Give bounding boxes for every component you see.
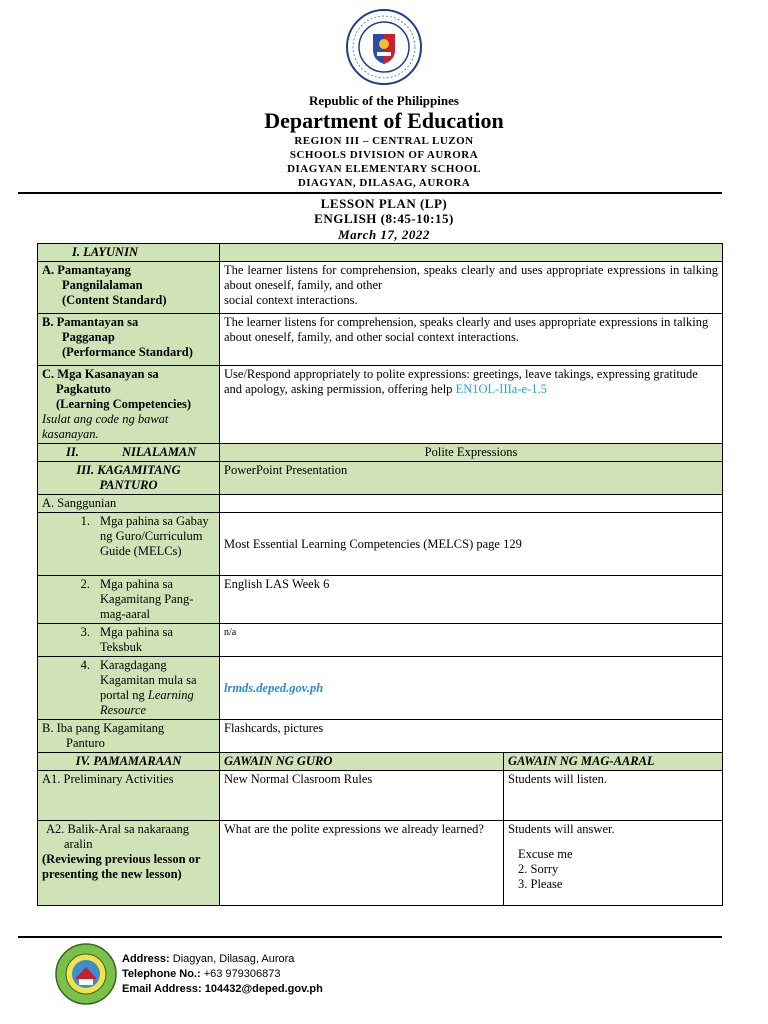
table-row	[38, 462, 723, 495]
content-standard-label: A. Pamantayang Pangnilalaman (Content Standard)	[38, 262, 220, 314]
reference-2-value: English LAS Week 6	[220, 576, 723, 624]
lesson-date: March 17, 2022	[338, 227, 430, 242]
lrmds-link[interactable]: lrmds.deped.gov.ph	[224, 680, 324, 695]
table-row	[38, 624, 723, 657]
list-item: Excuse me	[518, 847, 573, 861]
a2-label: A2. Balik-Aral sa nakaraang aralin (Reviewing previous lesson or presenting the new lesson)	[38, 821, 220, 906]
reference-3-value: n/a	[220, 624, 723, 657]
footer-divider	[18, 936, 722, 938]
lesson-plan-title: LESSON PLAN (LP)	[320, 196, 448, 211]
layunin-header-value	[220, 244, 723, 262]
table-row	[38, 576, 723, 624]
reference-1-label: 1. Mga pahina sa Gabay ng Guro/Curriculum Guide (MELCs)	[38, 513, 220, 576]
lesson-subject: ENGLISH (8:45-10:15)	[314, 211, 454, 226]
a2-guro: What are the polite expressions we already learned?	[220, 821, 504, 906]
col-gawain-guro: GAWAIN NG GURO	[220, 753, 504, 771]
nilalaman-label: II. NILALAMAN	[38, 444, 220, 462]
table-row	[38, 314, 723, 366]
list-item: 3. Please	[518, 877, 563, 891]
reference-4-value	[220, 657, 723, 720]
content-standard-value: The learner listens for comprehension, speaks clearly and uses appropriate expressions in talking about oneself, family, and other social context interactions.	[220, 262, 723, 314]
table-row	[38, 495, 723, 513]
school-text: DIAGYAN ELEMENTARY SCHOOL	[287, 163, 481, 175]
table-row	[38, 753, 723, 771]
a1-magaaral: Students will listen.	[504, 771, 723, 821]
reference-3-label: 3. Mga pahina sa Teksbuk	[38, 624, 220, 657]
iba-pang-kagamitan-label: B. Iba pang Kagamitang Panturo	[38, 720, 220, 753]
table-row	[38, 657, 723, 720]
competency-code: EN1OL-IIIa-e-1.5	[455, 382, 547, 396]
performance-standard-value: The learner listens for comprehension, speaks clearly and uses appropriate expressions in talking about oneself, family, and other social context interactions.	[220, 314, 723, 366]
table-row	[38, 513, 723, 576]
department-title: Department of Education	[264, 108, 504, 133]
table-row	[38, 720, 723, 753]
table-row	[38, 821, 723, 906]
col-gawain-magaaral: GAWAIN NG MAG-AARAL	[504, 753, 723, 771]
table-row	[38, 244, 723, 262]
table-row	[38, 262, 723, 314]
layunin-header: I. LAYUNIN	[38, 244, 220, 262]
kagamitan-value: PowerPoint Presentation	[220, 462, 723, 495]
reference-4-label: 4. Karagdagang Kagamitan mula sa portal ng Learning Resource	[38, 657, 220, 720]
a1-label: A1. Preliminary Activities	[38, 771, 220, 821]
learning-competencies-value: Use/Respond appropriately to polite expressions: greetings, leave takings, expressing gratitude and apology, asking permission, offering help EN1OL-IIIa-e-1.5	[220, 366, 723, 444]
footer-phone: Telephone No.: +63 979306873	[122, 968, 281, 980]
pamamaraan-header: IV. PAMAMARAAN	[38, 753, 220, 771]
address-text: DIAGYAN, DILASAG, AURORA	[297, 177, 471, 189]
school-logo	[55, 943, 117, 1005]
region-text: REGION III – CENTRAL LUZON	[294, 135, 474, 147]
header-divider	[18, 192, 722, 194]
sanggunian-label: A. Sanggunian	[38, 495, 220, 513]
footer-email: Email Address: 104432@deped.gov.ph	[122, 983, 323, 995]
kagamitan-label: III. KAGAMITANG PANTURO	[38, 462, 220, 495]
republic-text: Republic of the Philippines	[309, 93, 459, 108]
nilalaman-value: Polite Expressions	[220, 444, 723, 462]
list-item: 2. Sorry	[518, 862, 559, 876]
a2-magaaral: Students will answer. Excuse me 2. Sorry 3. Please	[504, 821, 723, 906]
table-row	[38, 771, 723, 821]
footer-address: Address: Diagyan, Dilasag, Aurora	[122, 953, 295, 965]
iba-pang-kagamitan-value: Flashcards, pictures	[220, 720, 723, 753]
lesson-plan-table	[37, 243, 723, 906]
performance-standard-label: B. Pamantayan sa Pagganap (Performance Standard)	[38, 314, 220, 366]
reference-2-label: 2. Mga pahina sa Kagamitang Pang-mag-aaral	[38, 576, 220, 624]
deped-seal-logo	[345, 8, 423, 86]
division-text: SCHOOLS DIVISION OF AURORA	[289, 149, 479, 161]
table-row	[38, 366, 723, 444]
learning-competencies-label: C. Mga Kasanayan sa Pagkatuto (Learning Competencies) Isulat ang code ng bawat kasanayan.	[38, 366, 220, 444]
reference-1-value: Most Essential Learning Competencies (MELCS) page 129	[220, 513, 723, 576]
a1-guro: New Normal Clasroom Rules	[220, 771, 504, 821]
sanggunian-value	[220, 495, 723, 513]
table-row	[38, 444, 723, 462]
